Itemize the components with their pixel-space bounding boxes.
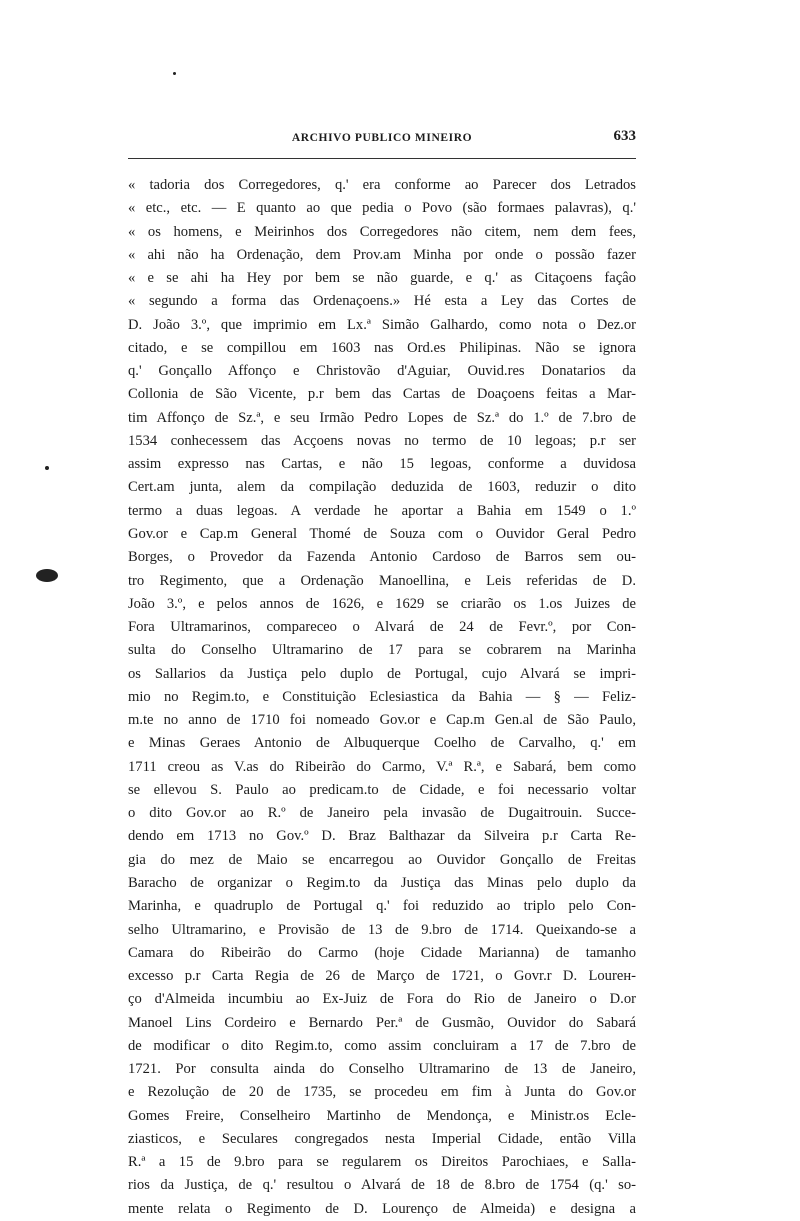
- page-number: 633: [613, 128, 636, 144]
- text-line: os Sallarios da Justiça pelo duplo de Portugal, cujo Alvará se impri-: [128, 665, 636, 682]
- text-line: 1534 conhecessem das Acçoens novas no termo de 10 legoas; p.r ser: [128, 432, 636, 449]
- text-line: « e se ahi ha Hey por bem se não guarde, e q.' as Citaçoens façâo: [128, 270, 636, 287]
- text-line: João 3.º, e pelos annos de 1626, e 1629 se criarão os 1.os Juizes de: [128, 595, 636, 612]
- text-line: « ahi não ha Ordenação, dem Prov.am Minha por onde o possão fazer: [128, 246, 636, 263]
- text-line: tim Affonço de Sz.ª, e seu Irmão Pedro Lopes de Sz.ª do 1.º de 7.bro de: [128, 409, 636, 426]
- ink-speck: [173, 72, 176, 75]
- journal-title: ARCHIVO PUBLICO MINEIRO: [291, 132, 473, 144]
- text-line: tro Regimento, que a Ordenação Manoellina, e Leis referidas de D.: [128, 572, 636, 589]
- text-line: rios da Justiça, de q.' resultou o Alvará de 18 de 8.bro de 1754 (q.' so-: [128, 1177, 636, 1194]
- text-line: « segundo a forma das Ordenaçoens.» Hé esta a Ley das Cortes de: [128, 293, 636, 310]
- text-line: e Minas Geraes Antonio de Albuquerque Coelho de Carvalho, q.' em: [128, 735, 636, 752]
- text-line: e Rezolução de 20 de 1735, se procedeu em fim à Junta do Gov.or: [128, 1084, 636, 1101]
- text-line: Gomes Freire, Conselheiro Martinho de Mendonça, e Ministr.os Ecle-: [128, 1107, 636, 1124]
- text-line: selho Ultramarino, e Provisão de 13 de 9.bro de 1714. Queixando-se a: [128, 921, 636, 938]
- text-line: de modificar o dito Regim.to, como assim concluiram a 17 de 7.bro de: [128, 1037, 636, 1054]
- text-line: citado, e se compillou em 1603 nas Ord.es Philipinas. Não se ignora: [128, 339, 636, 356]
- text-line: sulta do Conselho Ultramarino de 17 para se cobrarem na Marinha: [128, 642, 636, 659]
- text-line: excesso p.r Carta Regia de 26 de Março de 1721, o Govr.r D. Lourен-: [128, 968, 636, 985]
- text-line: Manoel Lins Cordeiro e Bernardo Per.ª de Gusmão, Ouvidor do Sabará: [128, 1014, 636, 1031]
- text-line: mente relata o Regimento de D. Lourenço de Almeida) e designa a: [128, 1200, 636, 1217]
- text-line: R.ª a 15 de 9.bro para se regularem os Direitos Parochiaes, e Salla-: [128, 1154, 636, 1171]
- text-line: « etc., etc. — E quanto ao que pedia o Povo (são formaes palavras), q.': [128, 200, 636, 217]
- text-line: « os homens, e Meirinhos dos Corregedores não citem, nem dem fees,: [128, 223, 636, 240]
- text-line: dendo em 1713 no Gov.º D. Braz Balthazar da Silveira p.r Carta Re-: [128, 828, 636, 845]
- text-line: mio no Regim.to, e Constituição Eclesiastica da Bahia — § — Feliz-: [128, 688, 636, 705]
- text-line: o dito Gov.or ao R.º de Janeiro pela invasão de Dugaitrouin. Succe-: [128, 805, 636, 822]
- ink-speck: [45, 466, 49, 470]
- header-rule: [128, 158, 636, 159]
- running-header: [128, 128, 636, 148]
- text-line: Marinha, e quadruplo de Portugal q.' foi reduzido ao triplo pelo Con-: [128, 898, 636, 915]
- text-line: se ellevou S. Paulo ao predicam.to de Cidade, e foi necessario voltar: [128, 781, 636, 798]
- text-line: Baracho de organizar o Regim.to da Justiça das Minas pelo duplo da: [128, 874, 636, 891]
- ink-blot: [36, 569, 58, 582]
- text-line: D. João 3.º, que imprimio em Lx.ª Simão Galhardo, como nota o Dez.or: [128, 316, 636, 333]
- body-text: [128, 174, 636, 1221]
- text-line: Gov.or e Cap.m General Thomé de Souza com o Ouvidor Geral Pedro: [128, 525, 636, 542]
- text-line: m.te no anno de 1710 foi nomeado Gov.or e Cap.m Gen.al de São Paulo,: [128, 712, 636, 729]
- text-line: assim expresso nas Cartas, e não 15 legoas, conforme a duvidosa: [128, 456, 636, 473]
- text-line: gia do mez de Maio se encarregou ao Ouvidor Gonçallo de Freitas: [128, 851, 636, 868]
- text-line: Fora Ultramarinos, compareceo o Alvará de 24 de Fevr.º, por Con-: [128, 619, 636, 636]
- text-line: 1721. Por consulta ainda do Conselho Ultramarino de 13 de Janeiro,: [128, 1061, 636, 1078]
- text-line: Camara do Ribeirão do Carmo (hoje Cidade Marianna) de tamanho: [128, 944, 636, 961]
- text-line: Borges, o Provedor da Fazenda Antonio Cardoso de Barros sem ou-: [128, 549, 636, 566]
- text-line: Collonia de São Vicente, p.r bem das Cartas de Doaçoens feitas a Mar-: [128, 386, 636, 403]
- text-line: termo a duas legoas. A verdade he aportar a Bahia em 1549 o 1.º: [128, 502, 636, 519]
- text-line: « tadoria dos Corregedores, q.' era conforme ao Parecer dos Letrados: [128, 177, 636, 193]
- text-line: 1711 creou as V.as do Ribeirão do Carmo, V.ª R.ª, e Sabará, bem como: [128, 758, 636, 775]
- text-line: q.' Gonçallo Affonço e Christovão d'Aguiar, Ouvid.res Donatarios da: [128, 363, 636, 380]
- text-line: Cert.am junta, alem da compilação deduzida de 1603, reduzir o dito: [128, 479, 636, 496]
- text-line: ço d'Almeida incumbiu ao Ex-Juiz de Fora do Rio de Janeiro o D.or: [128, 991, 636, 1008]
- text-line: ziasticos, e Seculares congregados nesta Imperial Cidade, então Villa: [128, 1130, 636, 1147]
